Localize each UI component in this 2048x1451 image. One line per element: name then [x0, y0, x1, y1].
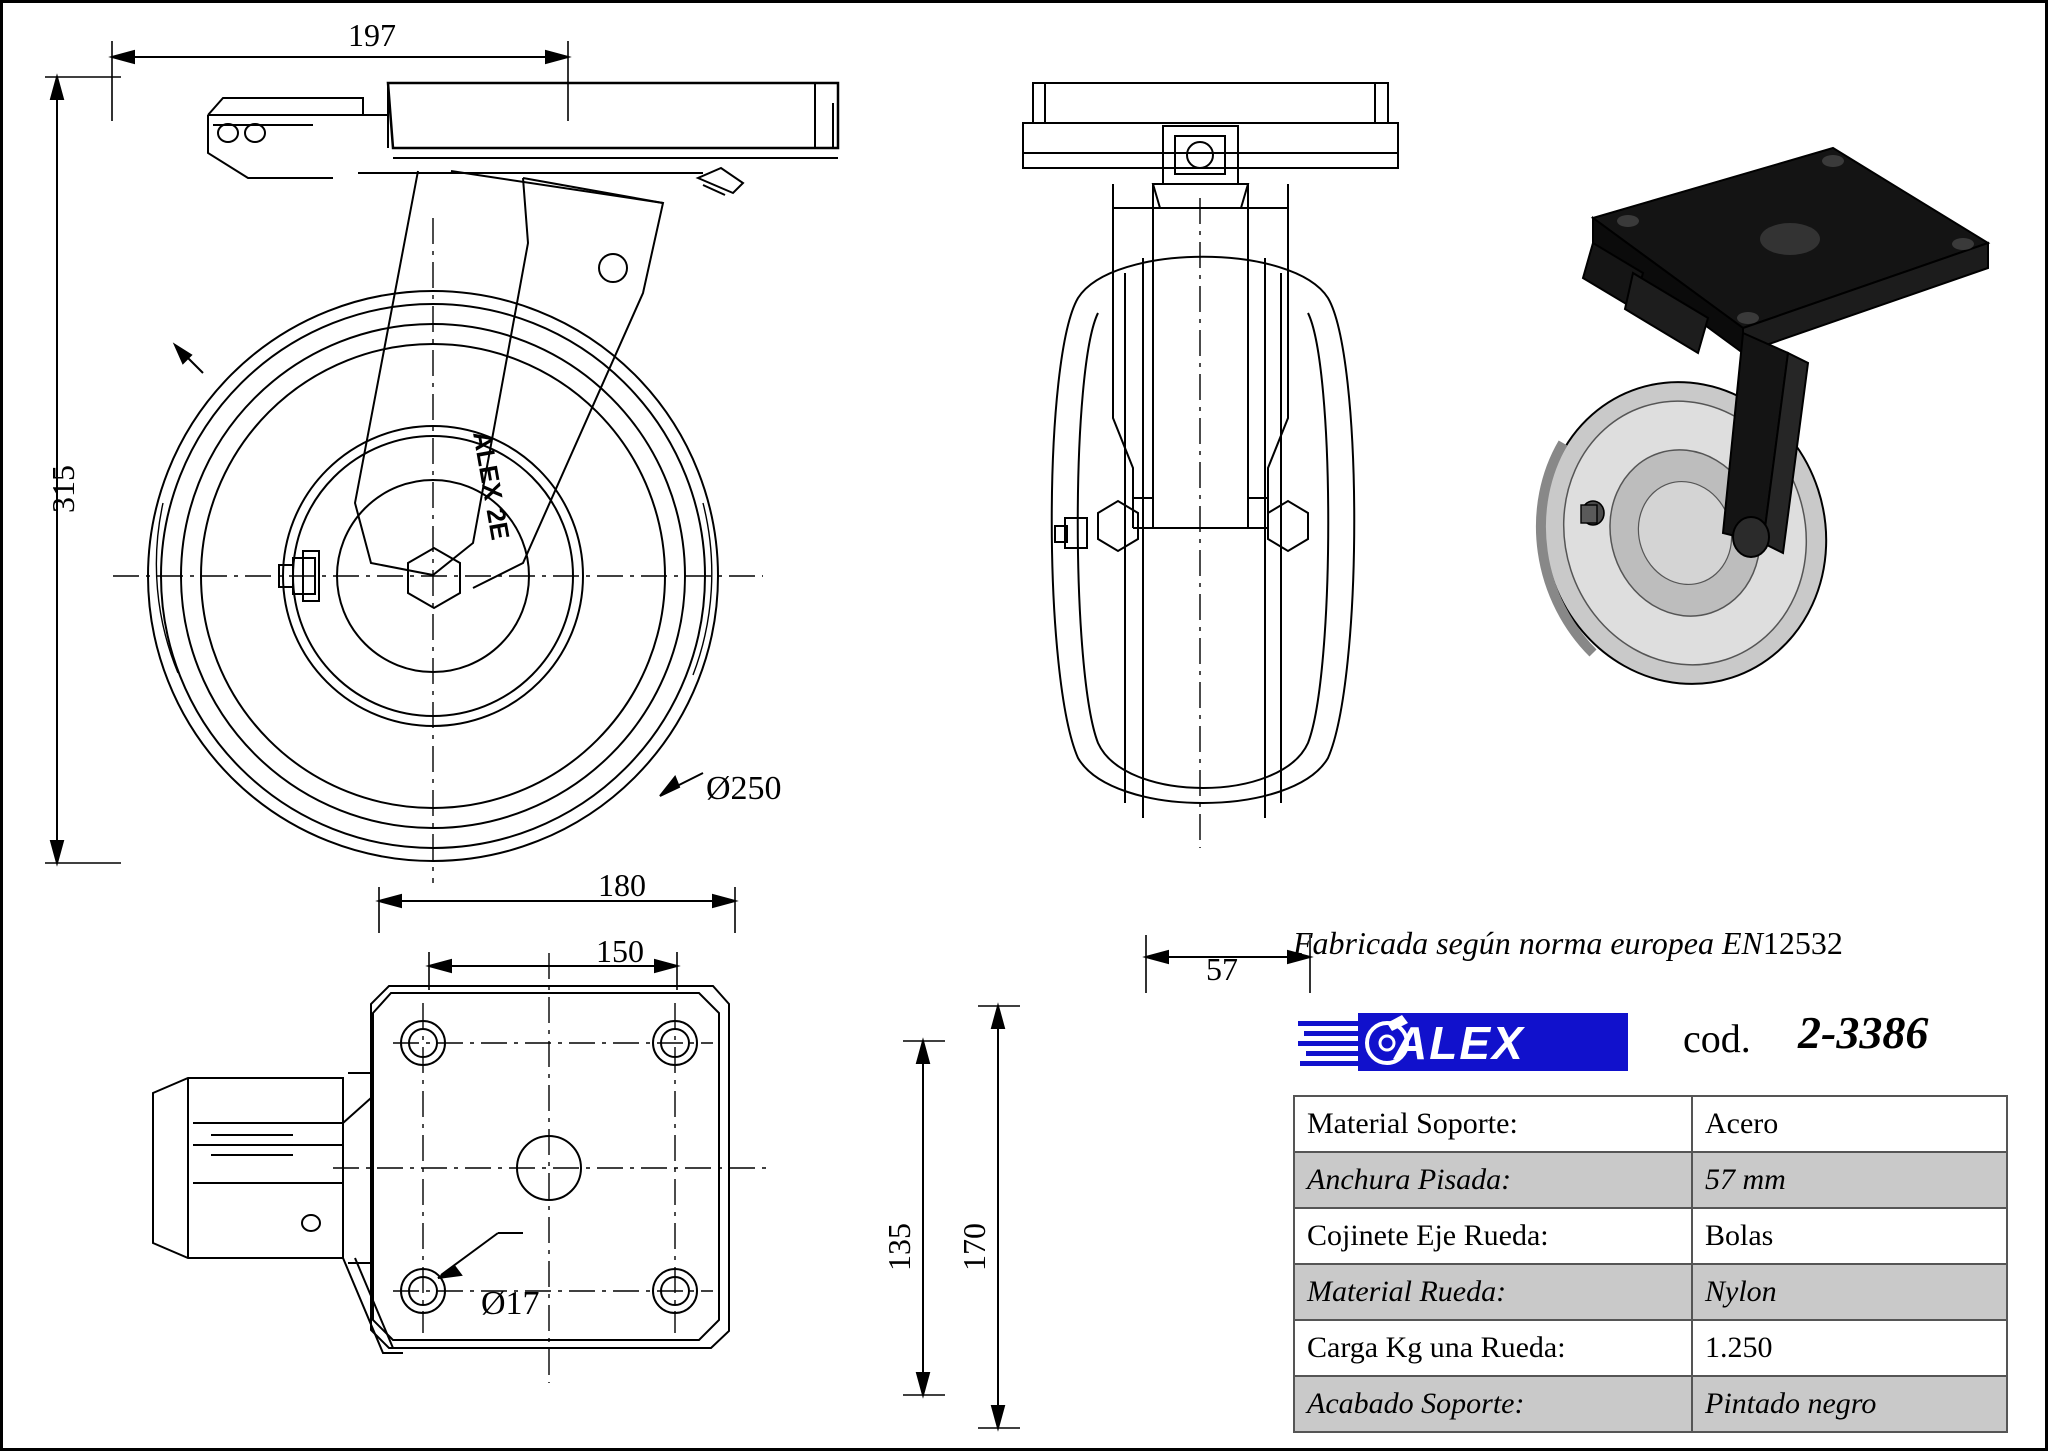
isometric-view: [1533, 113, 2013, 733]
spec-key: Material Rueda:: [1294, 1264, 1692, 1320]
spec-value: Bolas: [1692, 1208, 2007, 1264]
table-row: [1294, 1096, 2007, 1152]
dim-197: [98, 31, 718, 121]
dim-180-label: 180: [598, 867, 646, 903]
spec-key: Acabado Soporte:: [1294, 1376, 1692, 1432]
dim-diameter-17-label: Ø17: [481, 1285, 540, 1322]
dim-diameter-250-label: Ø250: [706, 770, 782, 807]
dim-170-label: 170: [956, 1223, 992, 1271]
side-view: [1003, 58, 1423, 958]
spec-key: Material Soporte:: [1294, 1096, 1692, 1152]
standard-note-italic: Fabricada según norma europea EN: [1293, 925, 1763, 961]
code-label: cod.: [1683, 1016, 1751, 1061]
dim-197-label: 197: [348, 17, 396, 53]
table-row: [1294, 1152, 2007, 1208]
logo-text: ALEX: [1394, 1017, 1525, 1069]
dim-180: [371, 863, 931, 933]
alex-logo: [1298, 1013, 1628, 1073]
svg-text:2E: 2E: [480, 505, 516, 543]
table-row: [1294, 1376, 2007, 1432]
spec-value: Acero: [1692, 1096, 2007, 1152]
dim-150-label: 150: [596, 933, 644, 969]
front-view: [3, 3, 1003, 923]
standard-note: [1293, 925, 1843, 962]
spec-value: 57 mm: [1692, 1152, 2007, 1208]
table-row: [1294, 1320, 2007, 1376]
spec-key: Carga Kg una Rueda:: [1294, 1320, 1692, 1376]
dim-57-label: 57: [1206, 951, 1238, 987]
svg-text:ALEX: ALEX: [467, 428, 509, 503]
dim-170: [968, 988, 1028, 1448]
dim-315-label: 315: [45, 465, 81, 513]
spec-key: Cojinete Eje Rueda:: [1294, 1208, 1692, 1264]
spec-key: Anchura Pisada:: [1294, 1152, 1692, 1208]
dim-150: [421, 928, 881, 998]
dim-135-label: 135: [881, 1223, 917, 1271]
table-row: [1294, 1208, 2007, 1264]
spec-value: Nylon: [1692, 1264, 2007, 1320]
spec-value: 1.250: [1692, 1320, 2007, 1376]
standard-note-code: 12532: [1762, 925, 1843, 961]
table-row: [1294, 1264, 2007, 1320]
spec-value: Pintado negro: [1692, 1376, 2007, 1432]
spec-table: [1293, 1095, 2008, 1433]
code-value: 2-3386: [1798, 1007, 1929, 1058]
